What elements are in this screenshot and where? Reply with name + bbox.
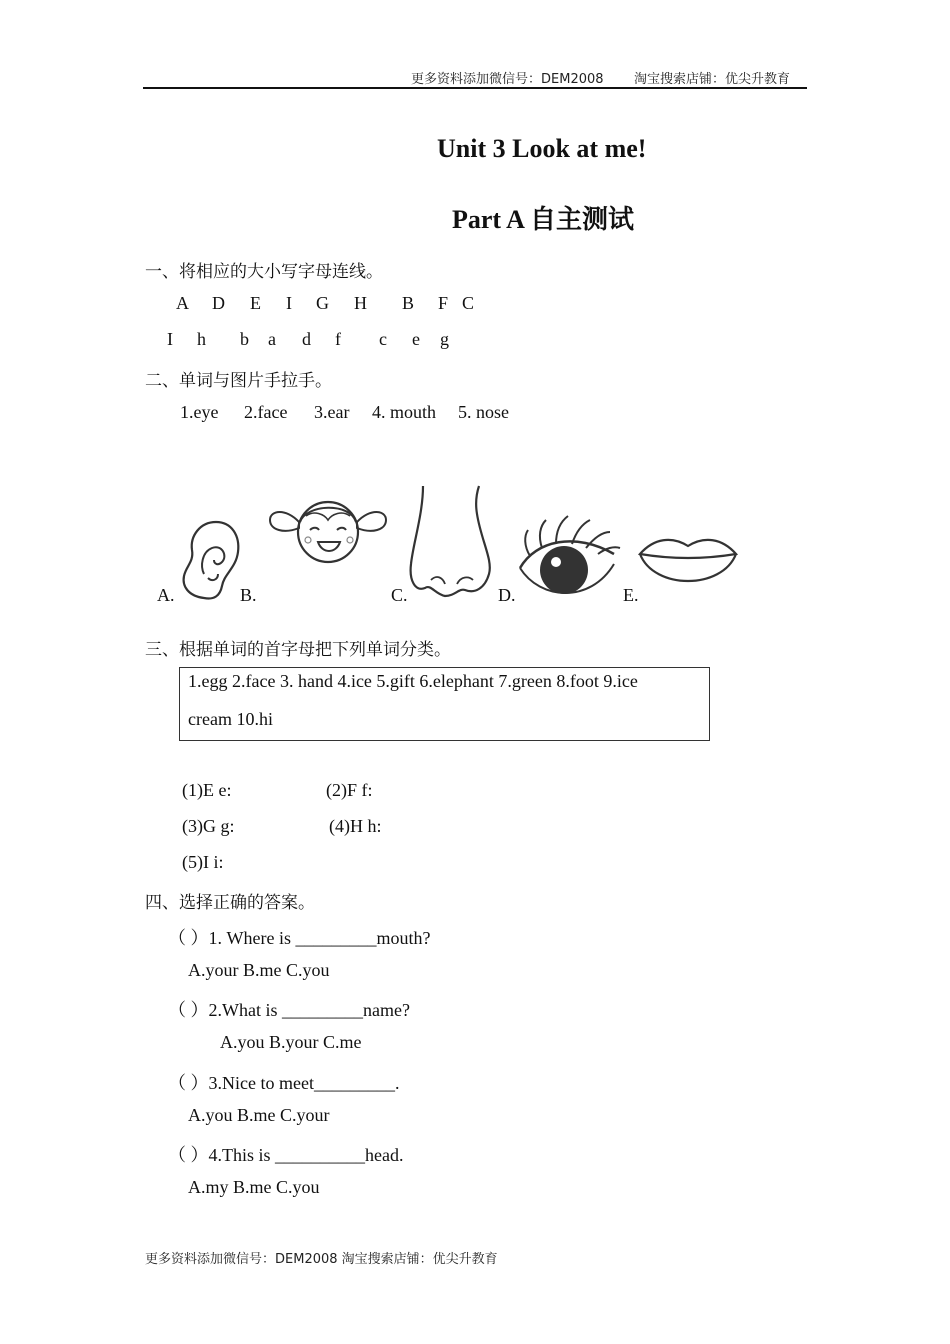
- page-subtitle: Part A 自主测试: [452, 205, 634, 234]
- letter: F: [438, 293, 449, 313]
- letter: a: [268, 329, 276, 349]
- page-title: Unit 3 Look at me!: [437, 134, 647, 163]
- lips-icon: [638, 530, 738, 602]
- letter: g: [440, 329, 449, 349]
- letter: A: [176, 293, 189, 313]
- letter: b: [240, 329, 249, 349]
- nose-icon: [405, 484, 497, 602]
- section1-heading: 一、将相应的大小写字母连线。: [145, 262, 383, 282]
- letter: G: [316, 293, 329, 313]
- letter: f: [335, 329, 341, 349]
- word: 5. nose: [458, 402, 509, 422]
- question-1: （ ）1. Where is _________mouth?: [168, 928, 431, 948]
- letter: I: [167, 329, 173, 349]
- picture-label: E.: [623, 585, 639, 605]
- word-box-line1: 1.egg 2.face 3. hand 4.ice 5.gift 6.elephant 7.green 8.foot 9.ice: [188, 671, 638, 691]
- word: 1.eye: [180, 402, 219, 422]
- letter: d: [302, 329, 311, 349]
- category-g: (3)G g:: [182, 816, 235, 836]
- question-2: （ ）2.What is _________name?: [168, 1000, 410, 1020]
- letter: I: [286, 293, 292, 313]
- word: 3.ear: [314, 402, 350, 422]
- header-wechat: 更多资料添加微信号：DEM2008: [411, 72, 604, 87]
- picture-label: B.: [240, 585, 257, 605]
- category-h: (4)H h:: [329, 816, 382, 836]
- category-f: (2)F f:: [326, 780, 373, 800]
- header-shop: 淘宝搜索店铺：优尖升教育: [634, 72, 791, 87]
- letter: B: [402, 293, 415, 313]
- section3-heading: 三、根据单词的首字母把下列单词分类。: [145, 640, 451, 660]
- footer-text: 更多资料添加微信号：DEM2008 淘宝搜索店铺：优尖升教育: [145, 1252, 498, 1267]
- picture-label: D.: [498, 585, 516, 605]
- letter: E: [250, 293, 261, 313]
- options-1: A.your B.me C.you: [188, 960, 330, 980]
- question-4: （ ）4.This is __________head.: [168, 1145, 404, 1165]
- letter: C: [462, 293, 475, 313]
- picture-label: C.: [391, 585, 408, 605]
- letter: D: [212, 293, 225, 313]
- word-box-line2: cream 10.hi: [188, 709, 273, 729]
- eye-icon: [516, 510, 622, 602]
- word: 4. mouth: [372, 402, 437, 422]
- letter: e: [412, 329, 420, 349]
- girl-face-icon: [266, 492, 390, 568]
- options-2: A.you B.your C.me: [220, 1032, 362, 1052]
- category-i: (5)I i:: [182, 852, 224, 872]
- ear-icon: [174, 516, 244, 602]
- letter: c: [379, 329, 387, 349]
- options-4: A.my B.me C.you: [188, 1177, 320, 1197]
- options-3: A.you B.me C.your: [188, 1105, 330, 1125]
- word: 2.face: [244, 402, 288, 422]
- picture-label: A.: [157, 585, 175, 605]
- section4-heading: 四、选择正确的答案。: [145, 893, 315, 913]
- category-e: (1)E e:: [182, 780, 232, 800]
- header-divider: [143, 87, 807, 89]
- question-3: （ ）3.Nice to meet_________.: [168, 1073, 400, 1093]
- letter: H: [354, 293, 367, 313]
- section2-heading: 二、单词与图片手拉手。: [145, 371, 332, 391]
- letter: h: [197, 329, 206, 349]
